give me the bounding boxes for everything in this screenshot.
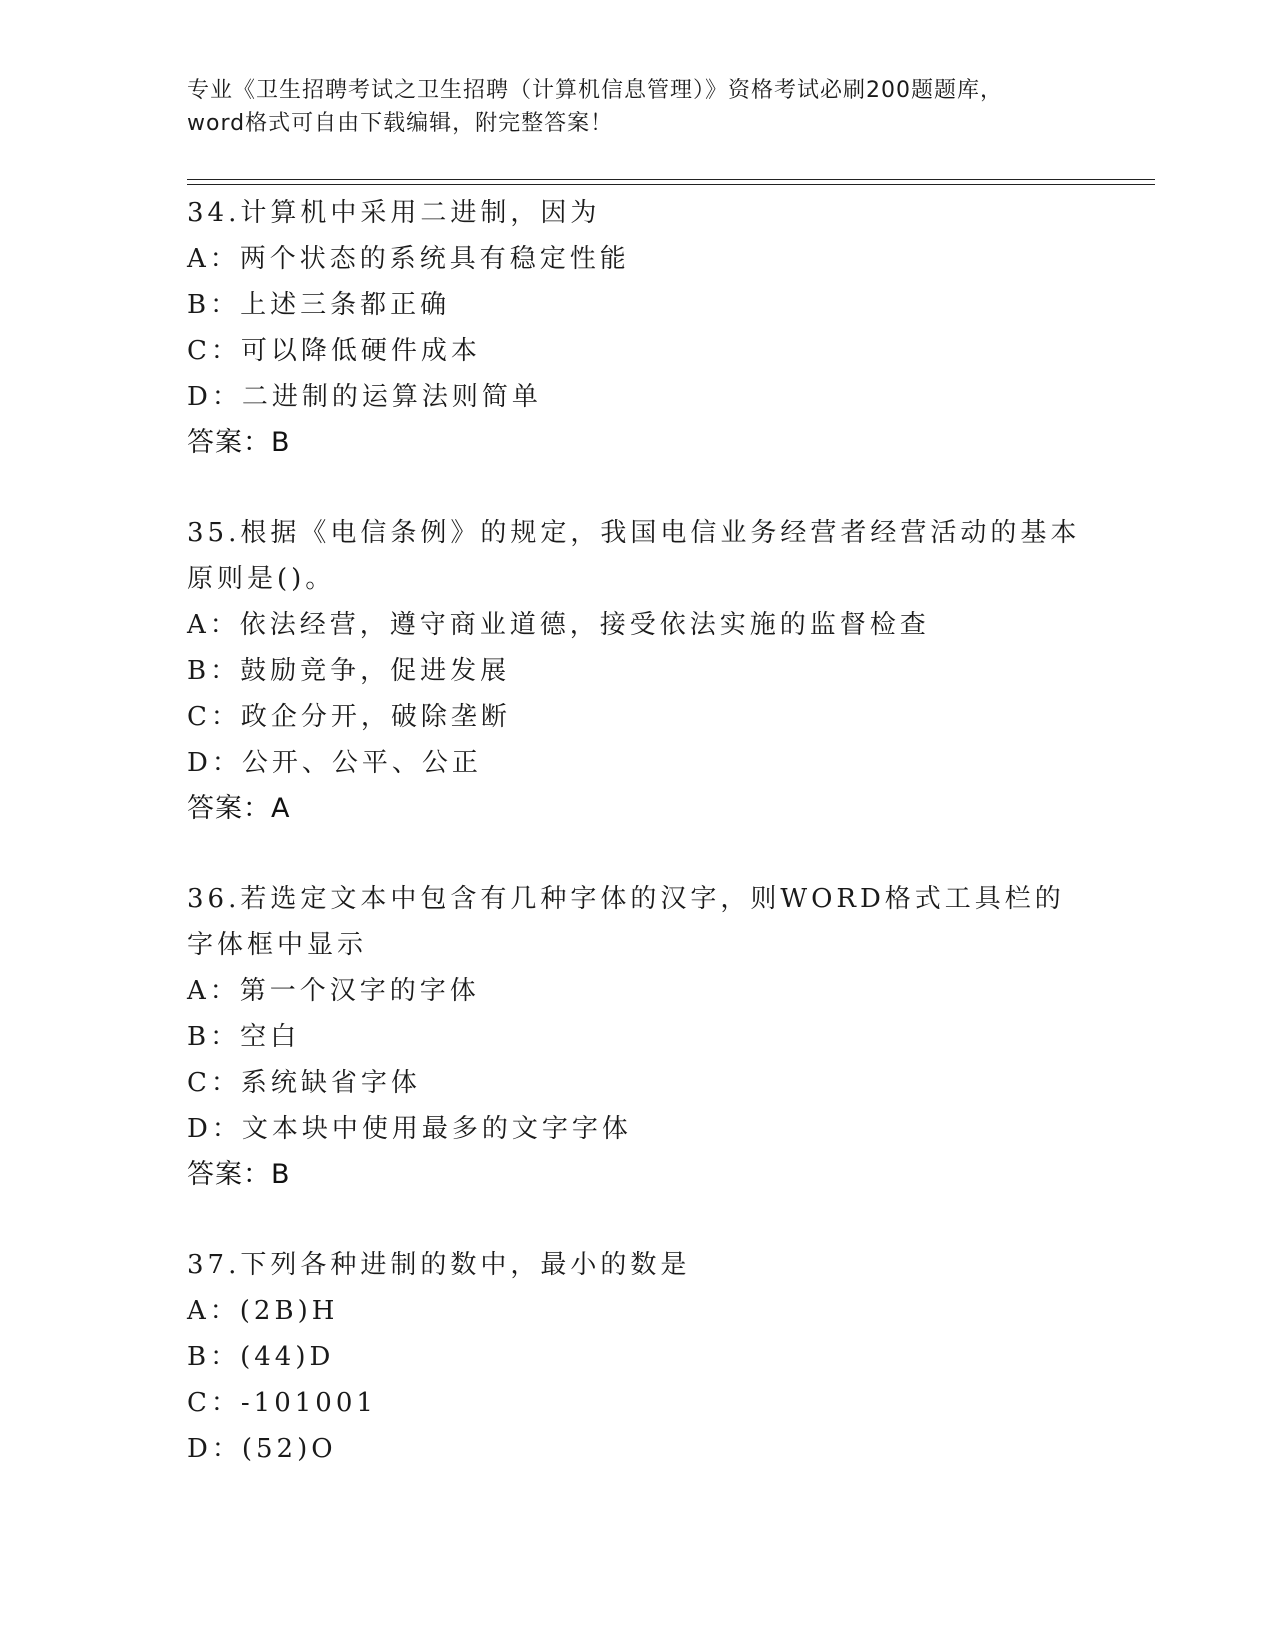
- answer: 答案：B: [187, 1159, 291, 1190]
- option-d: D：文本块中使用最多的文字字体: [187, 1114, 632, 1144]
- option-b: B：鼓励竞争，促进发展: [187, 656, 511, 686]
- option-c: C：系统缺省字体: [187, 1068, 421, 1098]
- question-37: [187, 1242, 1087, 1472]
- header-line-1: 专业《卫生招聘考试之卫生招聘（计算机信息管理）》资格考试必刷200题题库，: [187, 78, 1003, 103]
- question-34: [187, 190, 1087, 466]
- question-text: 36.若选定文本中包含有几种字体的汉字，则WORD格式工具栏的字体框中显示: [187, 884, 1065, 960]
- header-divider-bottom: [187, 184, 1155, 185]
- spacer: [187, 832, 1087, 876]
- option-d: D：公开、公平、公正: [187, 748, 482, 778]
- answer: 答案：A: [187, 793, 291, 824]
- question-35: [187, 510, 1087, 832]
- option-c: C：可以降低硬件成本: [187, 336, 481, 366]
- option-b: B：空白: [187, 1022, 301, 1052]
- option-b: B：上述三条都正确: [187, 290, 451, 320]
- option-a: A：第一个汉字的字体: [187, 976, 480, 1006]
- question-36: [187, 876, 1087, 1198]
- header-divider-top: [187, 179, 1155, 180]
- question-text: 34.计算机中采用二进制，因为: [187, 198, 601, 228]
- option-d: D：二进制的运算法则简单: [187, 382, 542, 412]
- question-text: 37.下列各种进制的数中，最小的数是: [187, 1250, 691, 1280]
- option-c: C：政企分开，破除垄断: [187, 702, 511, 732]
- document-header: [187, 74, 1087, 140]
- option-c: C：-101001: [187, 1388, 377, 1418]
- option-b: B：(44)D: [187, 1342, 335, 1372]
- spacer: [187, 466, 1087, 510]
- question-list: [187, 190, 1087, 1472]
- option-d: D：(52)O: [187, 1434, 337, 1464]
- question-text: 35.根据《电信条例》的规定，我国电信业务经营者经营活动的基本原则是()。: [187, 518, 1081, 594]
- header-line-2: word格式可自由下载编辑，附完整答案！: [187, 111, 614, 136]
- option-a: A：(2B)H: [187, 1296, 339, 1326]
- option-a: A：依法经营，遵守商业道德，接受依法实施的监督检查: [187, 610, 930, 640]
- answer: 答案：B: [187, 427, 291, 458]
- spacer: [187, 1198, 1087, 1242]
- option-a: A：两个状态的系统具有稳定性能: [187, 244, 630, 274]
